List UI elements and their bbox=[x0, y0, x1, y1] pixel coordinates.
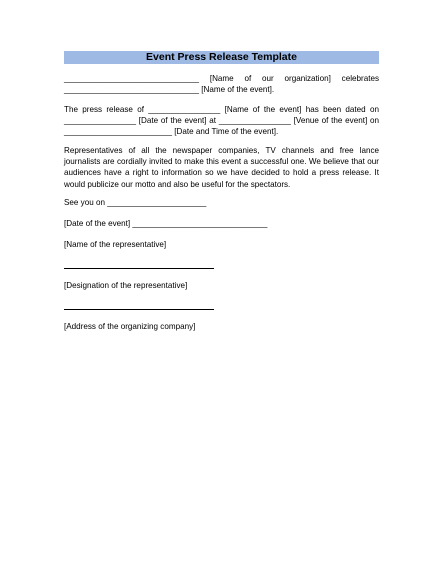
press-release-details-paragraph: The press release of ________________ [Name of the event] has been dated on ________________ [Date of the event] at ________________ [Venue of the event] on ________________________ [Date and Time of the event]. bbox=[64, 105, 379, 137]
intro-paragraph: ______________________________ [Name of our organization] celebrates ______________________________ [Name of the event]. bbox=[64, 74, 379, 95]
see-you-line: See you on ______________________ bbox=[64, 198, 207, 207]
document-title: Event Press Release Template bbox=[64, 51, 379, 64]
designation-line bbox=[64, 309, 214, 310]
representative-designation-label: [Designation of the representative] bbox=[64, 281, 188, 290]
organizing-company-address-label: [Address of the organizing company] bbox=[64, 322, 196, 331]
invitation-paragraph: Representatives of all the newspaper companies, TV channels and free lance journalists are cordially invited to make this event a successful one. We believe that our audiences have a right to information so we have decided to hold a press release. It would publicize our motto and also be useful for the spectators. bbox=[64, 146, 379, 189]
event-date-line: [Date of the event] ______________________________ bbox=[64, 219, 268, 228]
signature-line bbox=[64, 268, 214, 269]
representative-name-label: [Name of the representative] bbox=[64, 240, 167, 249]
